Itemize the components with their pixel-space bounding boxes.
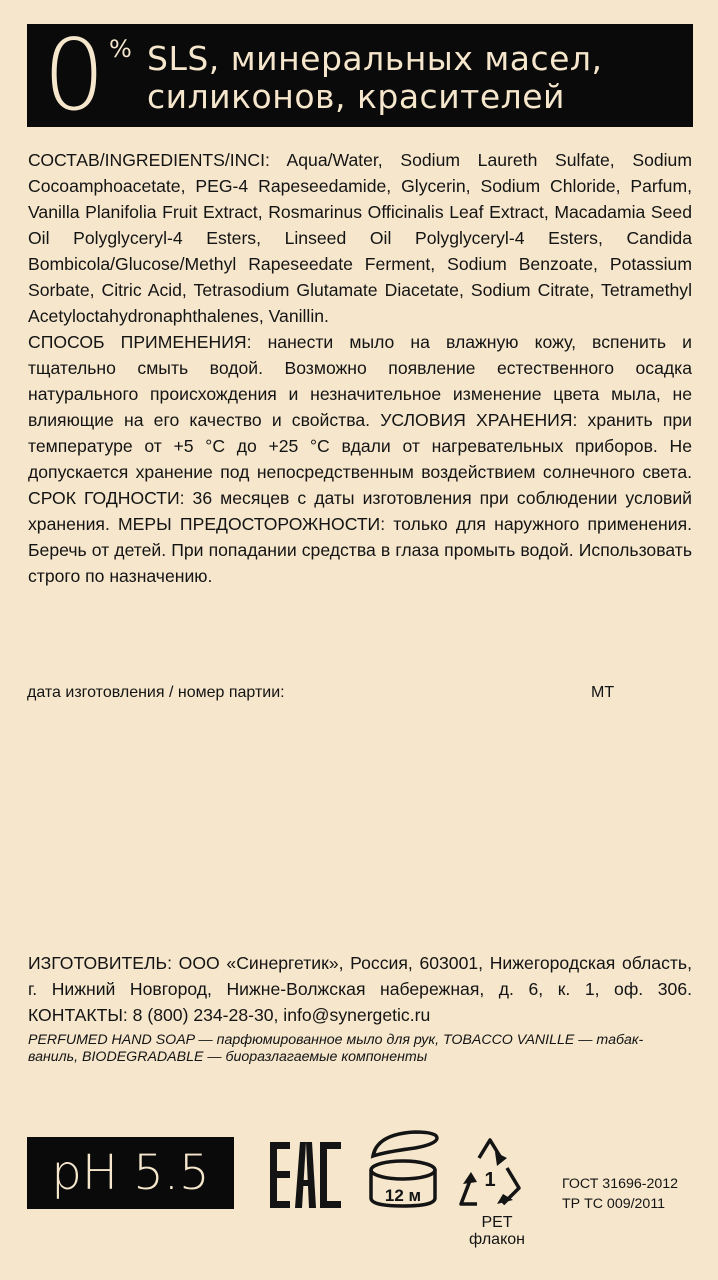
- ph-badge: pH 5.5: [27, 1137, 234, 1209]
- batch-label: дата изготовления / номер партии:: [27, 684, 285, 701]
- eac-icon: [268, 1140, 344, 1210]
- recycle-icon: [455, 1132, 525, 1212]
- usage-paragraph: СПОСОБ ПРИМЕНЕНИЯ: нанести мыло на влажную кожу, вспенить и тщательно смыть водой. Возможно появление естественного осадка натурального происхождения и незначительное изменение цвета мыла, не влияющие на его качество и свойства. УСЛОВИЯ ХРАНЕНИЯ: хранить при температуре от +5 °С до +25 °С вдали от нагревательных приборов. Не допускается хранение под непосредственным воздействием солнечного света. СРОК ГОДНОСТИ: 36 месяцев с даты изготовления при соблюдении условий хранения. МЕРЫ ПРЕДОСТОРОЖНОСТИ: только для наружного применения. Беречь от детей. При попадании средства в глаза промыть водой. Использовать строго по назначению.: [28, 332, 692, 586]
- composition-and-usage: [28, 147, 692, 589]
- product-translation: PERFUMED HAND SOAP — парфюмированное мыло для рук, TOBACCO VANILLE — табак-ваниль, BIODEGRADABLE — биоразлагаемые компоненты: [28, 1032, 644, 1065]
- tr-ts-standard: ТР ТС 009/2011: [562, 1196, 666, 1212]
- batch-info: [27, 683, 691, 703]
- banner-line-2: силиконов, красителей: [147, 77, 566, 116]
- pet-text: PET: [481, 1214, 513, 1231]
- banner-line-1: SLS, минеральных масел,: [147, 39, 603, 78]
- manufacturer-info: ИЗГОТОВИТЕЛЬ: ООО «Синергетик», Россия, 603001, Нижегородская область, г. Нижний Новгород, Нижне-Волжская набережная, д. 6, к. 1, оф. 306. КОНТАКТЫ: 8 (800) 234-28-30, info@synergetic.ru: [28, 953, 692, 1025]
- pet-label: [452, 1214, 542, 1248]
- pao-text: 12 м: [384, 1186, 422, 1205]
- open-jar-icon: [363, 1128, 443, 1212]
- banner-text: [147, 40, 687, 116]
- standards-info: [562, 1174, 702, 1214]
- flakon-text: флакон: [469, 1231, 525, 1248]
- gost-standard: ГОСТ 31696-2012: [562, 1176, 679, 1192]
- batch-code: MT: [591, 684, 615, 701]
- ingredients-paragraph: СОСТАВ/INGREDIENTS/INCI: Aqua/Water, Sodium Laureth Sulfate, Sodium Cocoamphoacetate, PEG-4 Rapeseedamide, Glycerin, Sodium Chloride, Parfum, Vanilla Planifolia Fruit Extract, Rosmarinus Officinalis Leaf Extract, Macadamia Seed Oil Polyglyceryl-4 Esters, Linseed Oil Polyglyceryl-4 Esters, Candida Bombicola/Glucose/Methyl Rapeseedate Ferment, Sodium Benzoate, Potassium Sorbate, Citric Acid, Tetrasodium Glutamate Diacetate, Sodium Citrate, Tetramethyl Acetyloctahydronaphthalenes, Vanillin.: [28, 150, 692, 326]
- recycle-number: 1: [484, 1169, 496, 1191]
- zero-percent-banner: [27, 19, 693, 133]
- banner-zero: 0: [43, 19, 106, 133]
- banner-percent: %: [109, 35, 132, 63]
